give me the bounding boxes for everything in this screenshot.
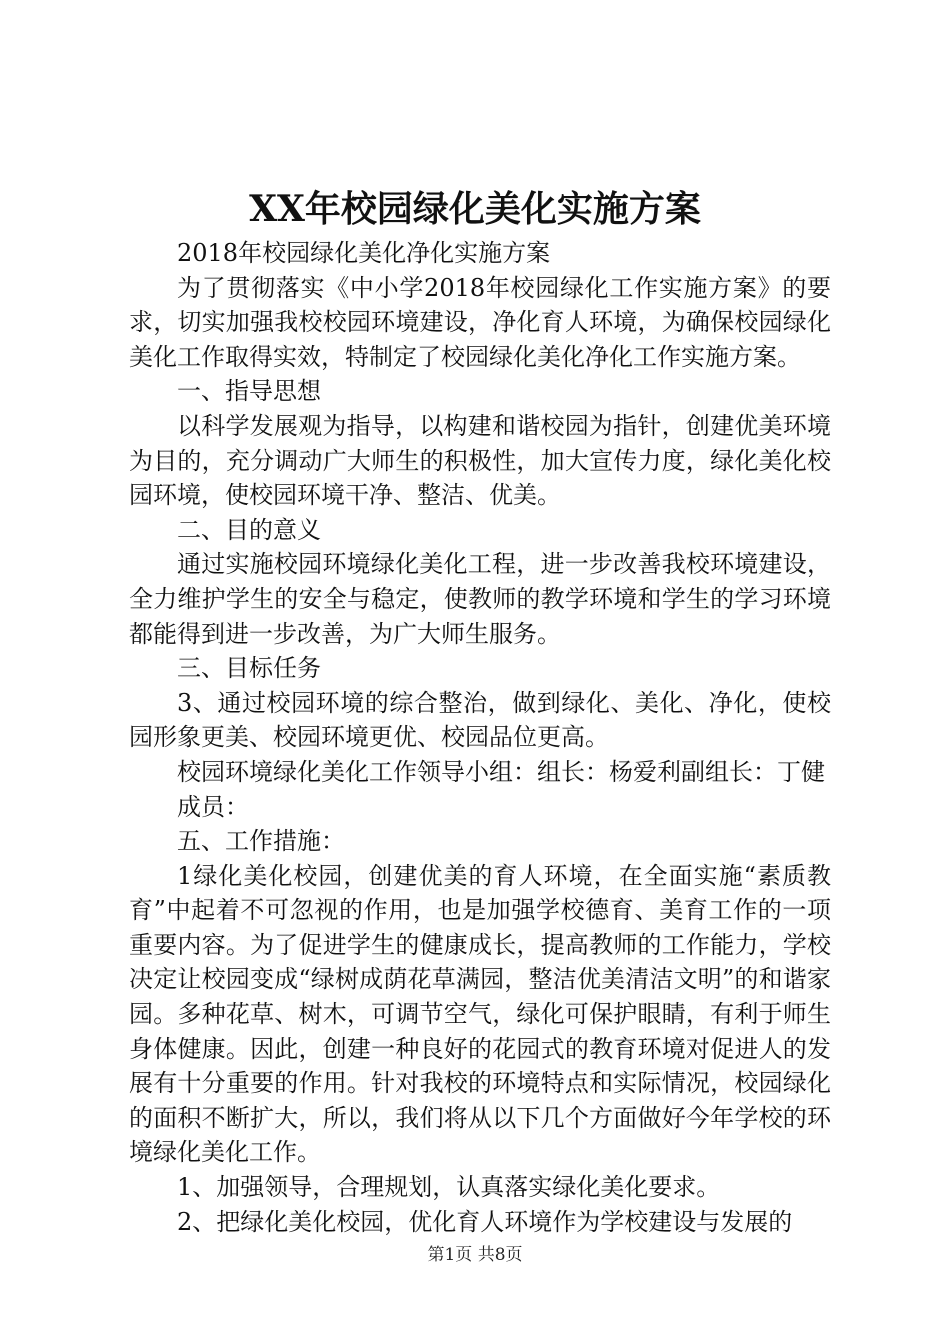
heading-guiding-ideology: 一、指导思想 bbox=[177, 377, 321, 406]
paragraph-measures-1: 1绿化美化校园，创建优美的育人环境，在全面实施“素质教育”中起着不可忽视的作用，也是加强学校德育、美育工作的一项重要内容。为了促进学生的健康成长，提高教师的工作能力，学校决定让校园变成“绿树成荫花草满园，整洁优美清洁文明”的和谐家园。多种花草、树木，可调节空气，绿化可保护眼睛，有利于师生身体健康。因此，创建一种良好的花园式的教育环境对促进人的发展有十分重要的作用。针对我校的环境特点和实际情况，校园绿化的面积不断扩大，所以，我们将从以下几个方面做好今年学校的环境绿化美化工作。 bbox=[129, 861, 831, 1167]
document-body bbox=[129, 236, 831, 1239]
document-title: XX年校园绿化美化实施方案 bbox=[249, 188, 701, 230]
paragraph-purpose: 通过实施校园环境绿化美化工程，进一步改善我校环境建设，全力维护学生的安全与稳定，使教师的教学环境和学生的学习环境都能得到进一步改善，为广大师生服务。 bbox=[129, 550, 831, 648]
heading-purpose: 二、目的意义 bbox=[177, 515, 321, 544]
paragraph-intro: 为了贯彻落实《中小学2018年校园绿化工作实施方案》的要求，切实加强我校校园环境建设，净化育人环境，为确保校园绿化美化工作取得实效，特制定了校园绿化美化净化工作实施方案。 bbox=[129, 273, 831, 371]
paragraph-measures-item-2: 2、把绿化美化校园，优化育人环境作为学校建设与发展的 bbox=[177, 1207, 793, 1236]
heading-goals: 三、目标任务 bbox=[177, 654, 321, 683]
page-footer: 第1页 共8页 bbox=[427, 1245, 523, 1265]
paragraph-guiding-ideology: 以科学发展观为指导，以构建和谐校园为指针，创建优美环境为目的，充分调动广大师生的积极性，加大宣传力度，绿化美化校园环境，使校园环境干净、整洁、优美。 bbox=[129, 411, 831, 510]
paragraph-members: 成员： bbox=[177, 792, 249, 821]
paragraph-measures-item-1: 1、加强领导，合理规划，认真落实绿化美化要求。 bbox=[177, 1173, 721, 1202]
paragraph-leadership-group: 校园环境绿化美化工作领导小组：组长：杨爱利副组长：丁健 bbox=[177, 757, 825, 786]
paragraph-subtitle: 2018年校园绿化美化净化实施方案 bbox=[177, 239, 551, 267]
heading-measures: 五、工作措施： bbox=[177, 827, 345, 856]
paragraph-goals: 3、通过校园环境的综合整治，做到绿化、美化、净化，使校园形象更美、校园环境更优、校园品位更高。 bbox=[129, 688, 831, 752]
